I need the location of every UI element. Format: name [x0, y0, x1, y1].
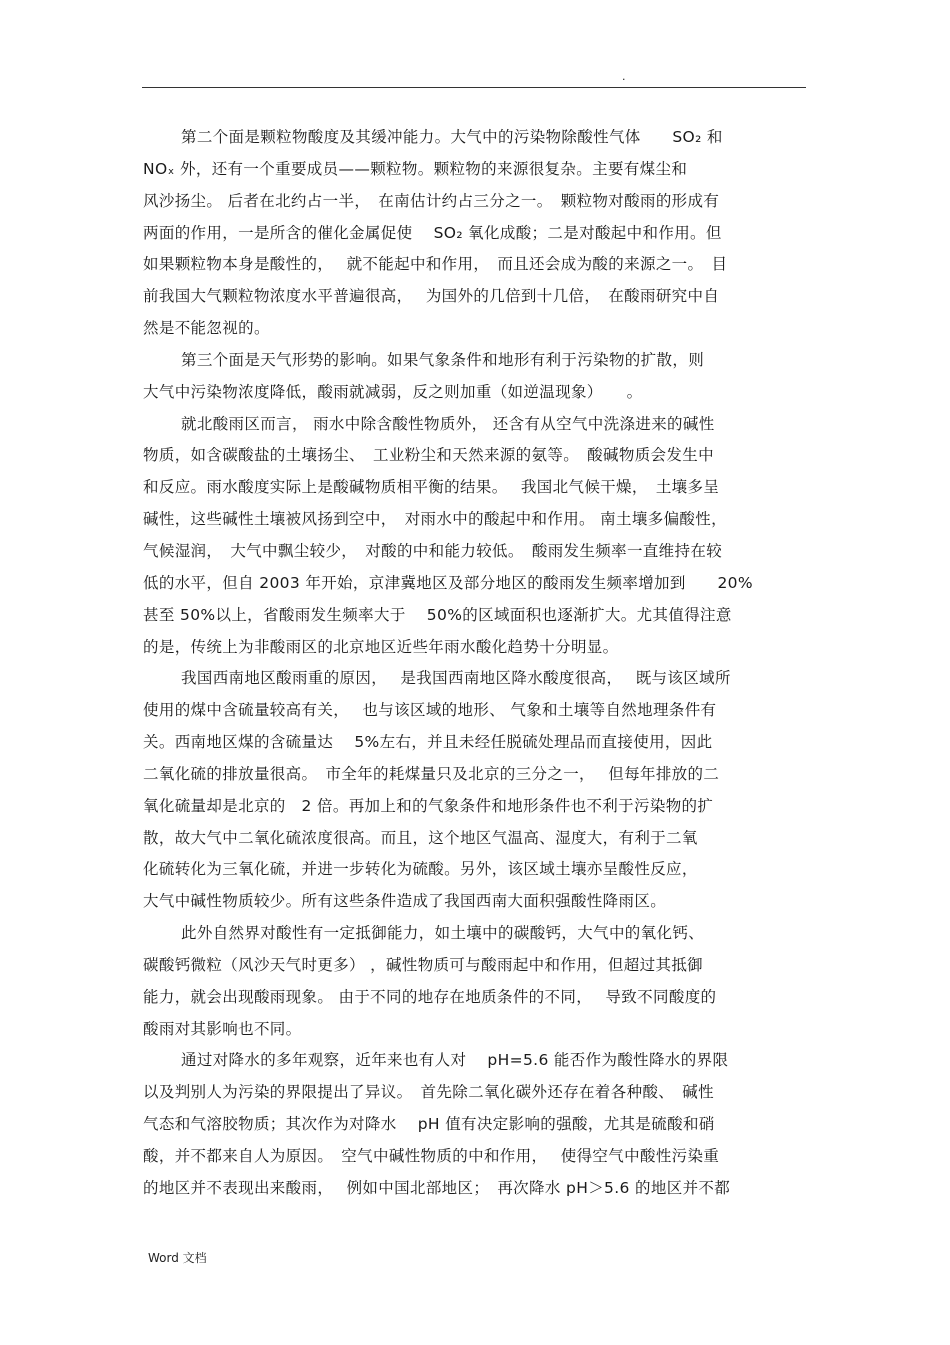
text-line: 我国西南地区酸雨重的原因， 是我国西南地区降水酸度很高， 既与该区域所 — [181, 669, 731, 688]
paragraph-southwest-acid-rain — [143, 666, 807, 921]
header-rule — [142, 87, 806, 88]
paragraph-particulate-acidity — [143, 125, 807, 348]
text-line: 散，故大气中二氧化硫浓度很高。而且，这个地区气温高、湿度大，有利于二氧 — [143, 828, 698, 847]
text-line: 的是，传统上为非酸雨区的北京地区近些年雨水酸化趋势十分明显。 — [143, 637, 619, 656]
footer-label: Word 文档 — [148, 1251, 207, 1265]
text-line: 就北酸雨区而言， 雨水中除含酸性物质外， 还含有从空气中洗涤进来的碱性 — [181, 414, 715, 433]
text-line: 前我国大气颗粒物浓度水平普遍很高， 为国外的几倍到十几倍， 在酸雨研究中自 — [143, 287, 720, 306]
paragraph-weather-influence — [143, 348, 807, 412]
text-line: 第二个面是颗粒物酸度及其缓冲能力。大气中的污染物除酸性气体 SO₂ 和 — [181, 128, 723, 146]
text-line: 和反应。雨水酸度实际上是酸碱物质相平衡的结果。 我国北气候干燥， 土壤多呈 — [143, 478, 720, 497]
text-line: 气态和气溶胶物质；其次作为对降水 pH 值有决定影响的强酸，尤其是硫酸和硝 — [143, 1115, 715, 1134]
text-line: 物质，如含碳酸盐的土壤扬尘、 工业粉尘和天然来源的氨等。 酸碱物质会发生中 — [143, 446, 714, 465]
text-line: 碳酸钙微粒（风沙天气时更多） ，碱性物质可与酸雨起中和作用，但超过其抵御 — [143, 955, 704, 974]
paragraph-natural-resistance — [143, 921, 807, 1048]
text-line: 大气中污染物浓度降低，酸雨就减弱，反之则加重（如逆温现象） 。 — [143, 382, 643, 401]
text-line: 第三个面是天气形势的影响。如果气象条件和地形有利于污染物的扩散，则 — [181, 350, 705, 369]
text-line: 此外自然界对酸性有一定抵御能力，如土壤中的碳酸钙，大气中的氧化钙、 — [181, 924, 705, 943]
text-line: 使用的煤中含硫量较高有关， 也与该区域的地形、 气象和土壤等自然地理条件有 — [143, 701, 717, 720]
text-line: 气候湿润， 大气中飘尘较少， 对酸的中和能力较低。 酸雨发生频率一直维持在较 — [143, 541, 723, 560]
text-line: 氧化硫量却是北京的 2 倍。再加上和的气象条件和地形条件也不利于污染物的扩 — [143, 796, 714, 815]
text-line: 如果颗粒物本身是酸性的， 就不能起中和作用， 而且还会成为酸的来源之一。 目 — [143, 255, 728, 274]
text-line: 通过对降水的多年观察，近年来也有人对 pH=5.6 能否作为酸性降水的界限 — [181, 1051, 729, 1070]
text-line: 酸，并不都来自人为原因。 空气中碱性物质的中和作用， 使得空气中酸性污染重 — [143, 1147, 720, 1165]
text-line: 低的水平，但自 2003 年开始，京津冀地区及部分地区的酸雨发生频率增加到 20% — [143, 573, 753, 592]
text-line: NOₓ 外，还有一个重要成员——颗粒物。颗粒物的来源很复杂。主要有煤尘和 — [143, 159, 688, 178]
paragraph-ph-threshold — [143, 1048, 807, 1207]
text-line: 然是不能忽视的。 — [143, 319, 270, 338]
text-line: 化硫转化为三氧化硫，并进一步转化为硫酸。另外，该区域土壤亦呈酸性反应， — [143, 860, 698, 879]
header-mark: . — [622, 70, 626, 83]
text-line: 关。西南地区煤的含硫量达 5%左右，并且未经任脱硫处理品而直接使用，因此 — [143, 733, 713, 752]
document-body — [143, 125, 807, 1208]
text-line: 风沙扬尘。 后者在北约占一半， 在南估计约占三分之一。 颗粒物对酸雨的形成有 — [143, 191, 720, 210]
text-line: 的地区并不表现出来酸雨， 例如中国北部地区； 再次降水 pH＞5.6 的地区并不都 — [143, 1178, 731, 1197]
text-line: 能力，就会出现酸雨现象。 由于不同的地存在地质条件的不同， 导致不同酸度的 — [143, 987, 717, 1006]
text-line: 二氧化硫的排放量很高。 市全年的耗煤量只及北京的三分之一， 但每年排放的二 — [143, 764, 720, 783]
text-line: 碱性，这些碱性土壤被风扬到空中， 对雨水中的酸起中和作用。 南土壤多偏酸性， — [143, 510, 727, 529]
text-line: 以及判别人为污染的界限提出了异议。 首先除二氧化碳外还存在着各种酸、 碱性 — [143, 1083, 714, 1102]
text-line: 酸雨对其影响也不同。 — [143, 1019, 302, 1038]
text-line: 甚至 50%以上，省酸雨发生频率大于 50%的区域面积也逐渐扩大。尤其值得注意 — [143, 605, 732, 624]
paragraph-north-acid-rain — [143, 412, 807, 667]
text-line: 大气中碱性物质较少。所有这些条件造成了我国西南大面积强酸性降雨区。 — [143, 892, 667, 911]
text-line: 两面的作用，一是所含的催化金属促使 SO₂ 氧化成酸；二是对酸起中和作用。但 — [143, 223, 722, 242]
